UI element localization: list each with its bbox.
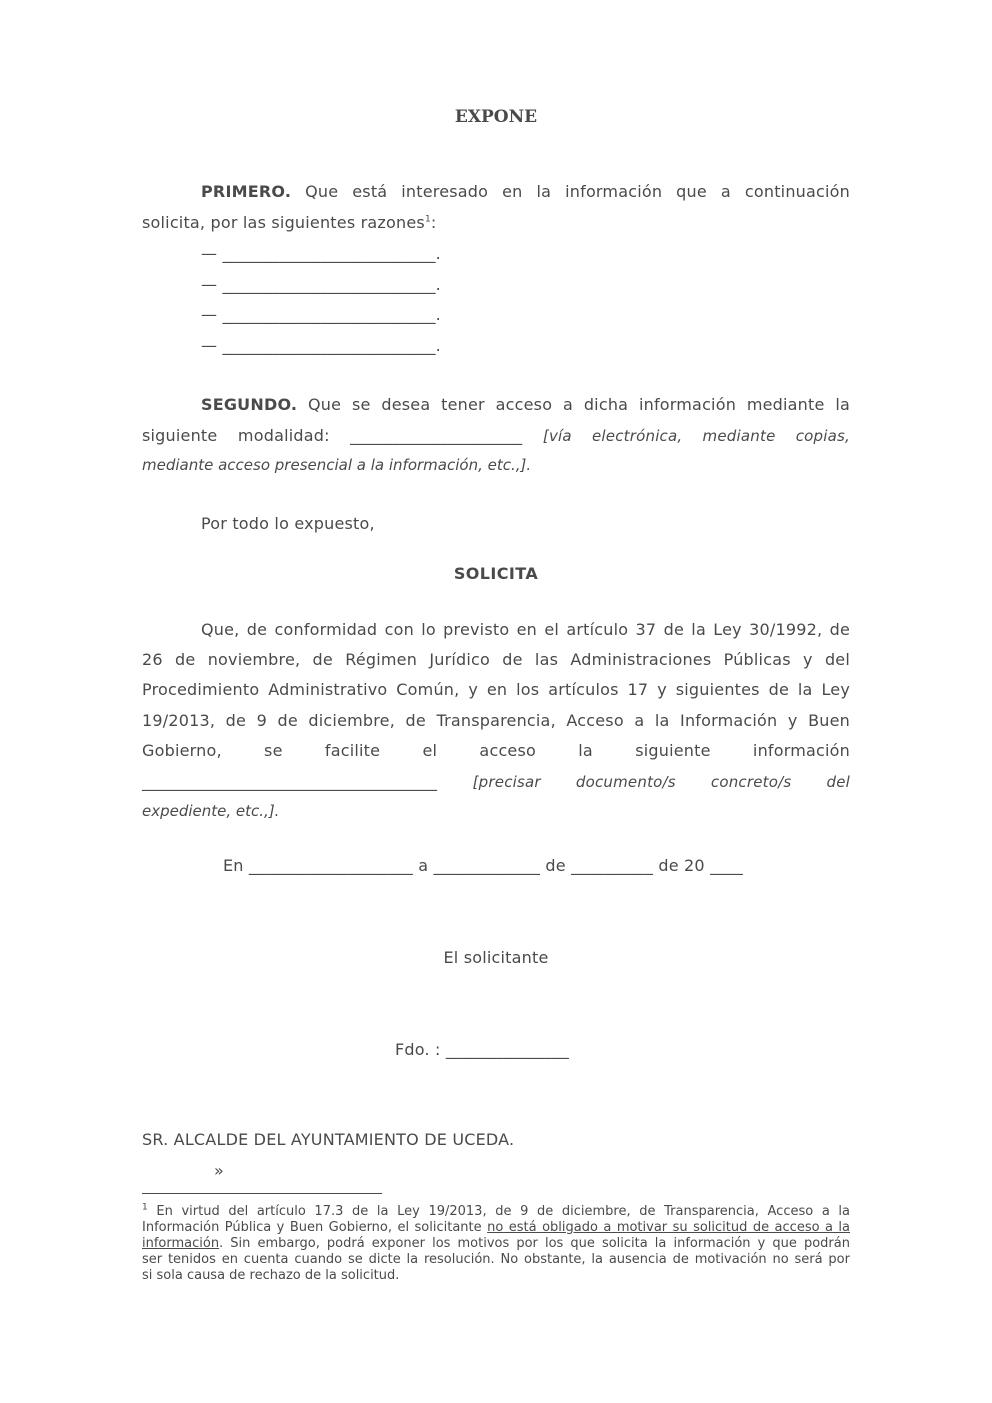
solicita-line-4: 19/2013, de 9 de diciembre, de Transparencia, Acceso a la Información y Buen [142, 711, 850, 730]
primero-bullet-2: — __________________________. [201, 275, 441, 294]
solicita-blank: ____________________________________ [142, 772, 438, 791]
date-line: En ____________________ a _____________ de __________ de 20 ____ [223, 856, 743, 875]
solicita-heading: SOLICITA [453, 564, 539, 583]
footnote-line-3 [142, 1236, 850, 1252]
expone-heading: EXPONE [454, 107, 538, 127]
footnote-line-4: ser tenidos en cuenta cuando se dicte la resolución. No obstante, la ausencia de motivación no será por [142, 1252, 850, 1267]
solicita-line-3: Procedimiento Administrativo Común, y en los artículos 17 y siguientes de la Ley [142, 680, 850, 699]
primero-bullet-3: — __________________________. [201, 305, 441, 324]
segundo-italic-2: [vía electrónica, mediante copias, [542, 427, 850, 445]
signature-line: Fdo. : _______________ [395, 1040, 569, 1059]
solicita-line-5: Gobierno, se facilite el acceso la siguiente información [142, 741, 850, 760]
primero-bullet-1: — __________________________. [201, 244, 441, 263]
solicita-line-6 [142, 772, 850, 791]
primero-line-1 [201, 182, 850, 201]
segundo-line-2 [142, 426, 850, 445]
solicita-line-2: 26 de noviembre, de Régimen Jurídico de las Administraciones Públicas y del [142, 650, 850, 669]
segundo-text-2: siguiente modalidad: _____________________ [142, 426, 523, 445]
segundo-text-1: Que se desea tener acceso a dicha información mediante la [308, 395, 850, 414]
primero-text-2-end: : [430, 213, 437, 232]
footnote-line-1 [142, 1204, 850, 1220]
primero-text-1: Que está interesado en la información que a continuación [305, 182, 850, 201]
closing-quote: » [214, 1161, 224, 1180]
footnote-underlined-3: información [142, 1236, 220, 1251]
primero-line-2 [142, 213, 436, 232]
footnote-text-2: Información Pública y Buen Gobierno, el solicitante [142, 1220, 482, 1235]
footnote-number: 1 [142, 1202, 148, 1213]
segundo-line-1 [201, 395, 850, 414]
footnote-separator [142, 1193, 382, 1194]
footnote-text-1: En virtud del artículo 17.3 de la Ley 19/2013, de 9 de diciembre, de Transparencia, Acceso a la [156, 1204, 850, 1219]
footnote-line-2 [142, 1220, 850, 1236]
primero-bullet-4: — __________________________. [201, 336, 441, 355]
primero-text-2: solicita, por las siguientes razones [142, 213, 425, 232]
primero-label: PRIMERO. [201, 182, 292, 201]
solicita-line-7: expediente, etc.,]. [142, 802, 280, 820]
footnote [142, 1204, 850, 1284]
solicita-italic-6: [precisar documento/s concreto/s del [472, 773, 850, 791]
solicita-line-1: Que, de conformidad con lo previsto en el artículo 37 de la Ley 30/1992, de [201, 620, 850, 639]
segundo-line-3: mediante acceso presencial a la información, etc.,]. [142, 456, 532, 474]
footnote-underlined-2: no está obligado a motivar su solicitud de acceso a la [487, 1220, 851, 1235]
segundo-label: SEGUNDO. [201, 395, 298, 414]
closing-intro: Por todo lo expuesto, [201, 514, 375, 533]
footnote-reference[interactable]: 1 [424, 214, 431, 225]
footnote-text-3: . Sin embargo, podrá exponer los motivos por los que solicita la información y que podrán [219, 1236, 850, 1251]
footnote-line-5: si sola causa de rechazo de la solicitud. [142, 1268, 400, 1283]
addressee: SR. ALCALDE DEL AYUNTAMIENTO DE UCEDA. [142, 1130, 515, 1149]
signer-label: El solicitante [443, 948, 549, 967]
